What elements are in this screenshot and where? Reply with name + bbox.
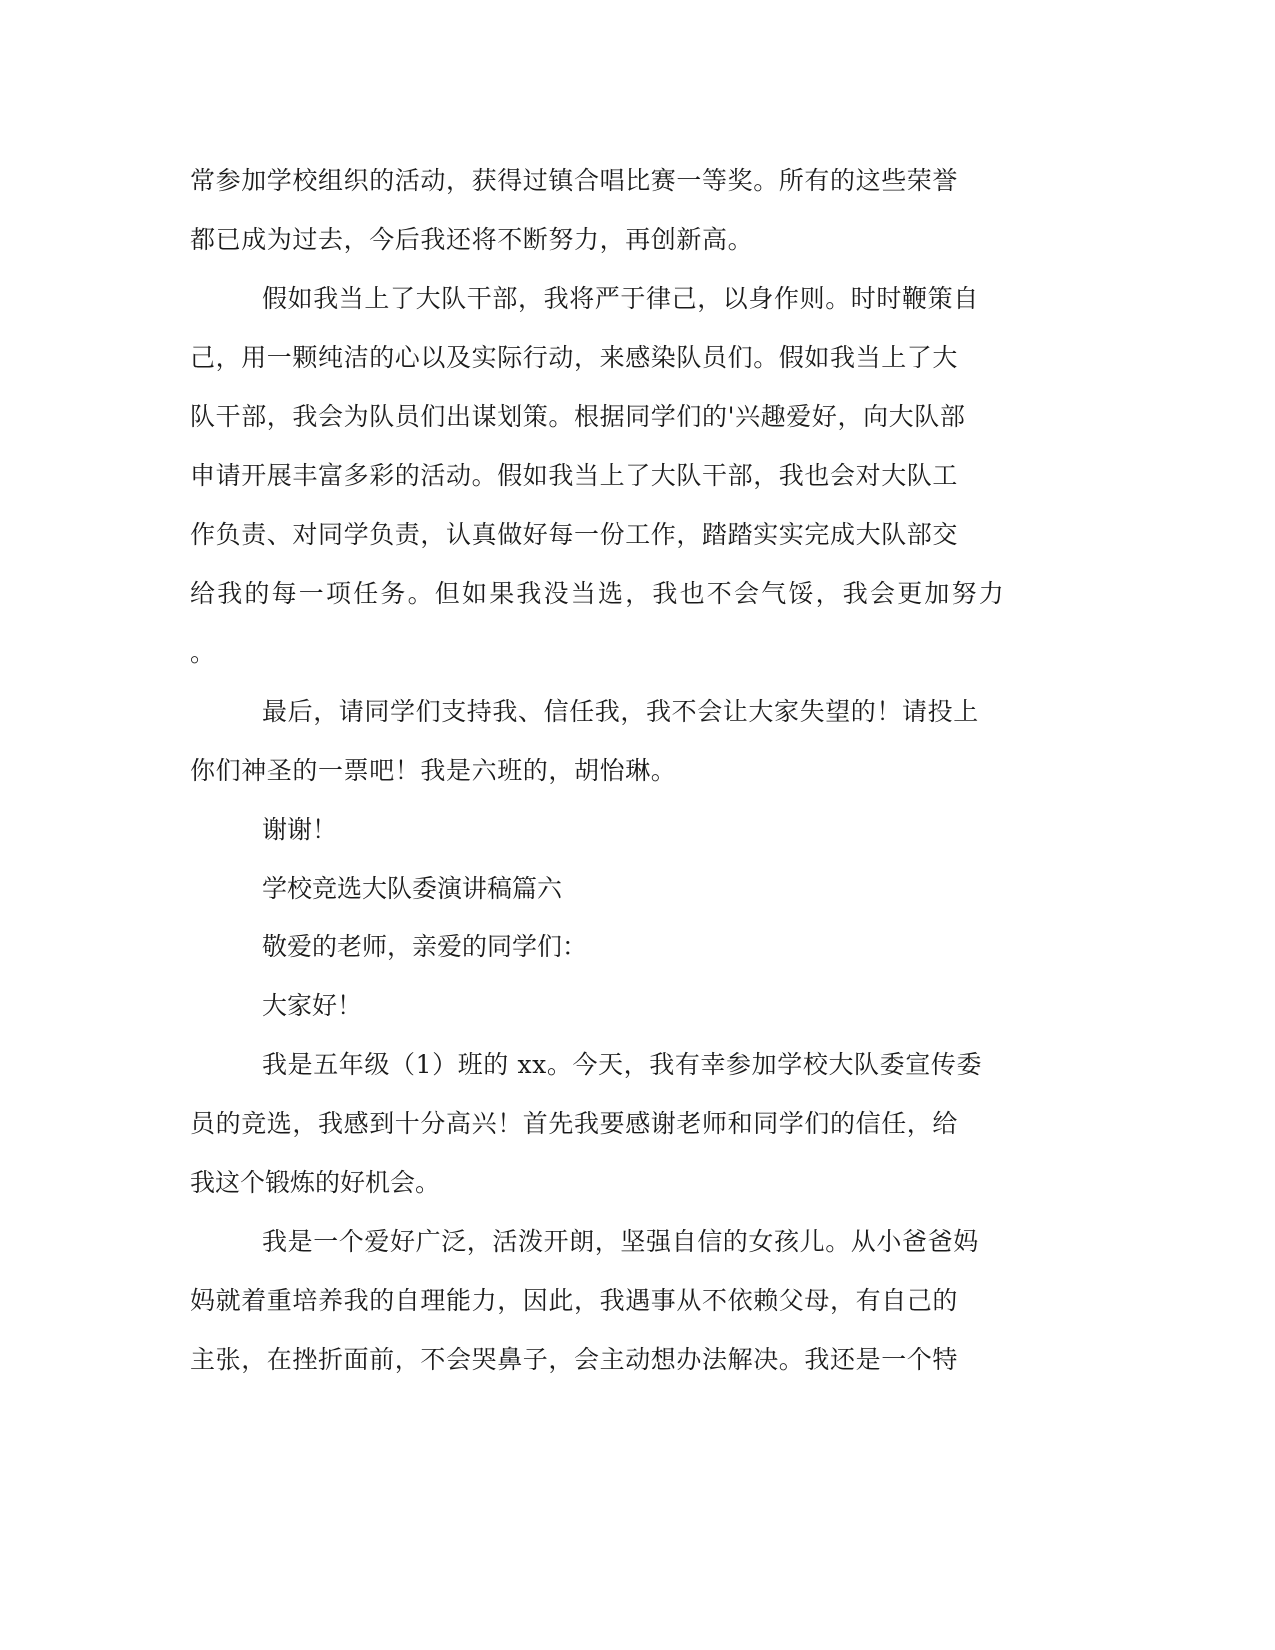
salutation-line: 敬爱的老师，亲爱的同学们： bbox=[262, 932, 588, 961]
paragraph-line: 我这个锻炼的好机会。 bbox=[190, 1168, 441, 1197]
paragraph-line: 我是一个爱好广泛，活泼开朗，坚强自信的女孩儿。从小爸爸妈 bbox=[262, 1227, 979, 1256]
paragraph-line: 。 bbox=[190, 638, 216, 667]
paragraph-line: 假如我当上了大队干部，我将严于律己，以身作则。时时鞭策自 bbox=[262, 284, 979, 313]
paragraph-line: 你们神圣的一票吧！我是六班的，胡怡琳。 bbox=[190, 756, 677, 785]
paragraph-line: 给我的每一项任务。但如果我没当选，我也不会气馁，我会更加努力 bbox=[190, 579, 1007, 608]
paragraph-line: 申请开展丰富多彩的活动。假如我当上了大队干部，我也会对大队工 bbox=[190, 461, 959, 490]
paragraph-line: 员的竞选，我感到十分高兴！首先我要感谢老师和同学们的信任，给 bbox=[190, 1109, 959, 1138]
paragraph-line: 常参加学校组织的活动，获得过镇合唱比赛一等奖。所有的这些荣誉 bbox=[190, 166, 959, 195]
paragraph-line: 主张，在挫折面前，不会哭鼻子，会主动想办法解决。我还是一个特 bbox=[190, 1345, 959, 1374]
paragraph-line: 都已成为过去，今后我还将不断努力，再创新高。 bbox=[190, 225, 754, 254]
paragraph-line: 队干部，我会为队员们出谋划策。根据同学们的'兴趣爱好，向大队部 bbox=[190, 402, 966, 431]
paragraph-line: 作负责、对同学负责，认真做好每一份工作，踏踏实实完成大队部交 bbox=[190, 520, 959, 549]
paragraph-line: 我是五年级（1）班的 xx。今天，我有幸参加学校大队委宣传委 bbox=[262, 1050, 983, 1079]
paragraph-line: 最后，请同学们支持我、信任我，我不会让大家失望的！请投上 bbox=[262, 697, 979, 726]
paragraph-line: 己，用一颗纯洁的心以及实际行动，来感染队员们。假如我当上了大 bbox=[190, 343, 959, 372]
paragraph-line: 谢谢！ bbox=[262, 815, 338, 844]
greeting-line: 大家好！ bbox=[262, 991, 363, 1020]
paragraph-line: 妈就着重培养我的自理能力，因此，我遇事从不依赖父母，有自己的 bbox=[190, 1286, 959, 1315]
section-heading: 学校竞选大队委演讲稿篇六 bbox=[262, 874, 563, 903]
